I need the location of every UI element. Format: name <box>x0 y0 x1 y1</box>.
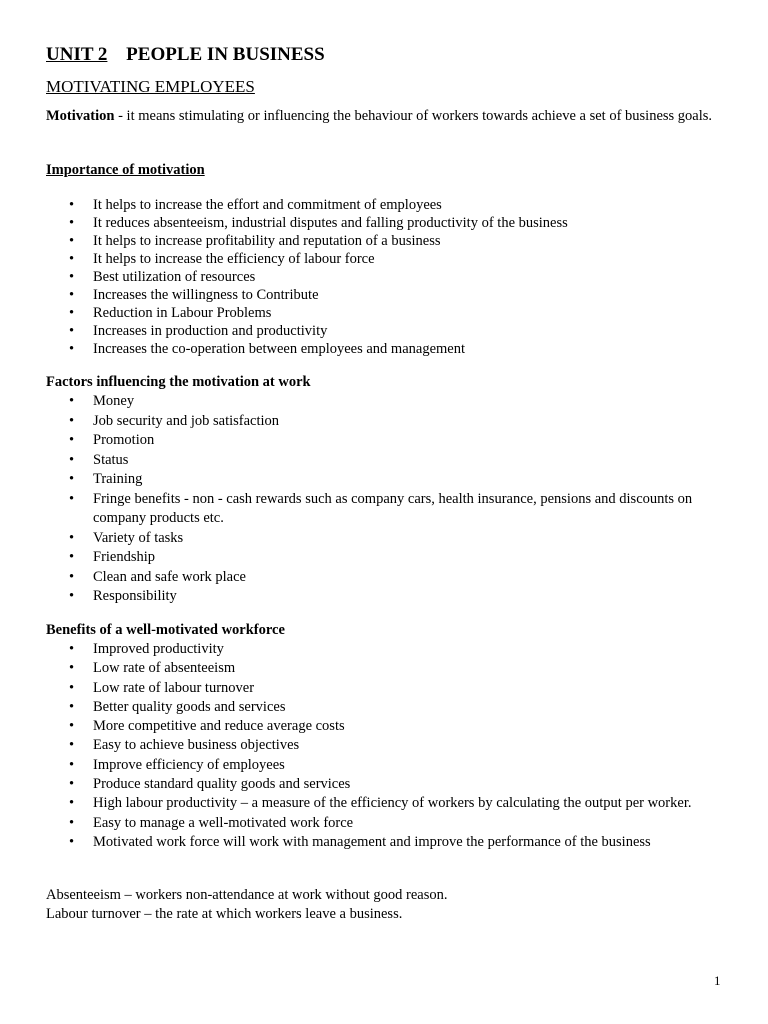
list-item: • More competitive and reduce average costs <box>46 717 726 736</box>
factors-heading: Factors influencing the motivation at work <box>46 374 311 390</box>
labour-turnover-definition: Labour turnover – the rate at which workers leave a business. <box>46 906 403 922</box>
unit-title <box>46 44 325 66</box>
list-item: • Low rate of absenteeism <box>46 659 726 678</box>
list-item: • Responsibility <box>46 587 726 607</box>
list-item: • Best utilization of resources <box>46 268 726 286</box>
list-item: • Easy to manage a well-motivated work force <box>46 814 726 833</box>
list-item: • Low rate of labour turnover <box>46 679 726 698</box>
list-item: • Reduction in Labour Problems <box>46 304 726 322</box>
benefits-list <box>46 640 726 852</box>
importance-heading: Importance of motivation <box>46 162 205 178</box>
list-item: • Improve efficiency of employees <box>46 756 726 775</box>
list-item: • Increases the co-operation between employees and management <box>46 340 726 358</box>
absenteeism-definition: Absenteeism – workers non-attendance at work without good reason. <box>46 887 448 903</box>
motivation-definition <box>46 107 726 125</box>
definition-text: - it means stimulating or influencing the behaviour of workers towards achieve a set of business goals. <box>114 108 713 124</box>
list-item: • Variety of tasks <box>46 529 726 549</box>
list-item: • Money <box>46 392 726 412</box>
page-number: 1 <box>714 973 721 988</box>
benefits-heading: Benefits of a well-motivated workforce <box>46 622 285 638</box>
list-item: • Better quality goods and services <box>46 698 726 717</box>
list-item: • High labour productivity – a measure of the efficiency of workers by calculating the output per worker. <box>46 794 726 813</box>
unit-heading: PEOPLE IN BUSINESS <box>126 44 325 65</box>
definition-term: Motivation <box>46 108 115 124</box>
list-item: • Clean and safe work place <box>46 568 726 588</box>
list-item: • Fringe benefits - non - cash rewards such as company cars, health insurance, pensions and discounts on company products etc. <box>46 490 726 529</box>
list-item: • It reduces absenteeism, industrial disputes and falling productivity of the business <box>46 214 726 232</box>
list-item: • Job security and job satisfaction <box>46 412 726 432</box>
list-item: • It helps to increase the efficiency of labour force <box>46 250 726 268</box>
factors-list <box>46 392 726 607</box>
list-item: • Friendship <box>46 548 726 568</box>
list-item: • Increases in production and productivity <box>46 322 726 340</box>
list-item: • Produce standard quality goods and services <box>46 775 726 794</box>
importance-list <box>46 196 726 358</box>
list-item: • Easy to achieve business objectives <box>46 736 726 755</box>
list-item: • It helps to increase profitability and reputation of a business <box>46 232 726 250</box>
list-item: • It helps to increase the effort and commitment of employees <box>46 196 726 214</box>
list-item: • Promotion <box>46 431 726 451</box>
unit-label: UNIT 2 <box>46 44 108 65</box>
list-item: • Motivated work force will work with management and improve the performance of the business <box>46 833 726 852</box>
list-item: • Status <box>46 451 726 471</box>
list-item: • Improved productivity <box>46 640 726 659</box>
list-item: • Increases the willingness to Contribute <box>46 286 726 304</box>
list-item: • Training <box>46 470 726 490</box>
section-title: MOTIVATING EMPLOYEES <box>46 77 255 96</box>
